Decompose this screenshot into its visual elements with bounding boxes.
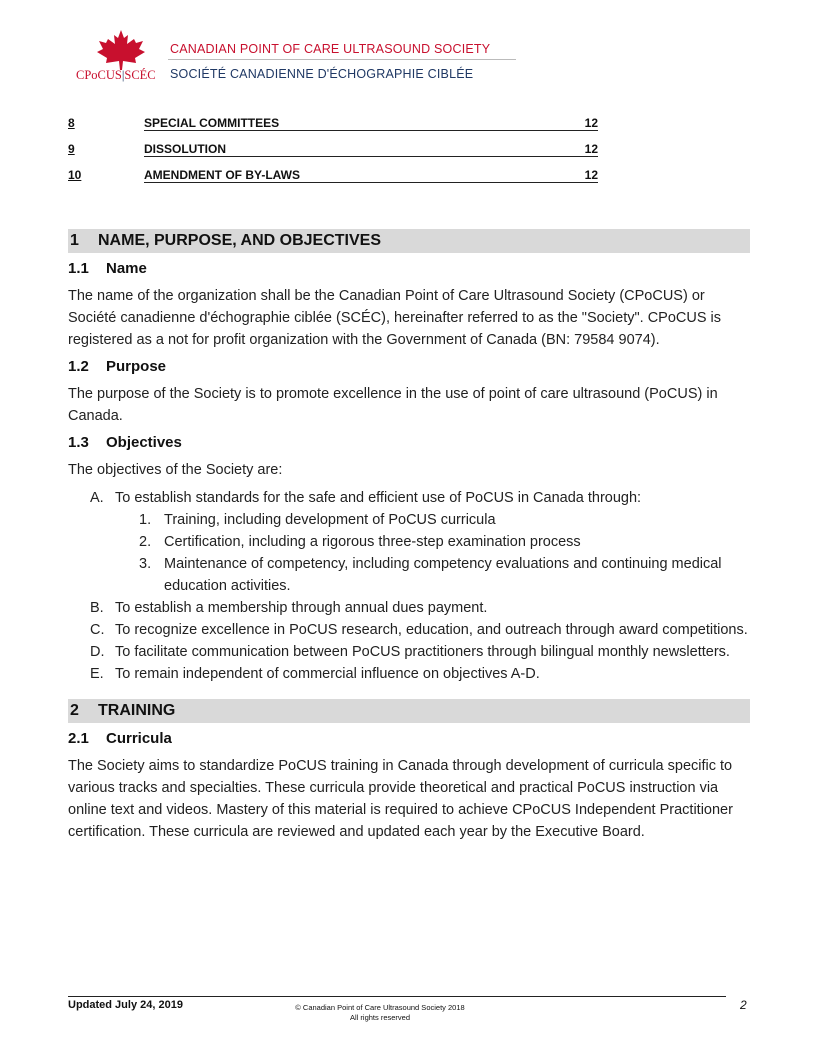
- curricula-paragraph: The Society aims to standardize PoCUS training in Canada through development of curricula specific to various tracks and specialties. These curricula provide theoretical and practical PoCUS instruction via online text and videos. Mastery of this material is required to achieve CPoCUS Independent Practitioner certification. These curricula are reviewed and updated each year by the Executive Board.: [68, 758, 733, 840]
- toc-leader-line: [144, 130, 598, 131]
- list-marker: 1.: [139, 512, 152, 528]
- list-marker: B.: [90, 600, 104, 616]
- footer-copyright: [250, 1003, 510, 1023]
- subsection-number: 2.1: [68, 730, 89, 747]
- subsection-title: Name: [106, 260, 147, 277]
- list-item-text: To recognize excellence in PoCUS research, education, and outreach through award competitions.: [115, 622, 748, 638]
- toc-title: AMENDMENT OF BY-LAWS: [144, 168, 300, 182]
- maple-leaf-logo: [76, 28, 166, 84]
- page-number: 2: [740, 998, 747, 1012]
- subsection-title: Objectives: [106, 434, 182, 451]
- section-heading-1: [68, 229, 750, 253]
- toc-page-number: 12: [584, 142, 598, 156]
- toc-title: SPECIAL COMMITTEES: [144, 116, 280, 130]
- section-number: 1: [70, 232, 79, 249]
- header-divider: [168, 59, 516, 60]
- section-heading-2: [68, 699, 750, 723]
- list-item: [68, 487, 750, 597]
- section-number: 2: [70, 702, 79, 719]
- logo-wordmark: [76, 68, 156, 83]
- copyright-text: © Canadian Point of Care Ultrasound Society 2018: [295, 1003, 465, 1012]
- subsection-title: Purpose: [106, 358, 167, 375]
- logo-text-cpocus: CPoCUS: [76, 68, 122, 82]
- objectives-sublist: [115, 509, 750, 597]
- rights-text: All rights reserved: [349, 1013, 411, 1022]
- sub-list-item: [115, 509, 750, 531]
- subsection-heading-curricula: [68, 729, 750, 749]
- sub-list-item: [115, 531, 750, 553]
- table-of-contents: [68, 114, 598, 192]
- toc-number: 9: [68, 142, 75, 156]
- subsection-heading-objectives: [68, 433, 750, 453]
- toc-page-number: 12: [584, 116, 598, 130]
- list-item-text: Maintenance of competency, including competency evaluations and continuing medical education activities.: [164, 556, 722, 594]
- document-body: [68, 229, 750, 849]
- list-item-text: To remain independent of commercial influence on objectives A-D.: [115, 666, 540, 682]
- list-item-text: Training, including development of PoCUS curricula: [164, 512, 496, 528]
- objectives-list: [68, 487, 750, 685]
- logo-text-scec: SCÉC: [124, 68, 156, 82]
- name-paragraph: The name of the organization shall be the Canadian Point of Care Ultrasound Society (CPoCUS) or Société canadienne d'échographie ciblée (SCÉC), hereinafter referred to as the "Society". CPoCUS is registered as a not for profit organization with the Government of Canada (BN: 79584 9074).: [68, 288, 722, 348]
- list-item: [68, 641, 750, 663]
- section-title: NAME, PURPOSE, AND OBJECTIVES: [98, 232, 382, 249]
- subsection-number: 1.3: [68, 434, 89, 451]
- list-item: [68, 619, 750, 641]
- section-title: TRAINING: [98, 702, 176, 719]
- footer-updated-date: Updated July 24, 2019: [68, 999, 183, 1011]
- logo-text-separator: |: [121, 68, 125, 82]
- toc-row[interactable]: [68, 140, 598, 166]
- toc-row[interactable]: [68, 166, 598, 192]
- toc-title: DISSOLUTION: [144, 142, 227, 156]
- list-item-text: To establish standards for the safe and efficient use of PoCUS in Canada through:: [115, 490, 642, 506]
- purpose-paragraph: The purpose of the Society is to promote excellence in the use of point of care ultrasound (PoCUS) in Canada.: [68, 386, 718, 424]
- toc-leader-line: [144, 156, 598, 157]
- sub-list-item: [115, 553, 750, 597]
- list-marker: E.: [90, 666, 104, 682]
- list-item-text: Certification, including a rigorous three-step examination process: [164, 534, 581, 550]
- page-header: [68, 26, 528, 86]
- footer-divider: [68, 996, 726, 997]
- list-marker: 2.: [139, 534, 152, 550]
- list-marker: D.: [90, 644, 105, 660]
- list-item-text: To establish a membership through annual dues payment.: [115, 600, 488, 616]
- subsection-heading-purpose: [68, 357, 750, 377]
- toc-number: 10: [68, 168, 82, 182]
- objectives-intro: The objectives of the Society are:: [68, 462, 283, 478]
- toc-number: 8: [68, 116, 75, 130]
- org-name-english: CANADIAN POINT OF CARE ULTRASOUND SOCIETY: [170, 42, 491, 56]
- toc-leader-line: [144, 182, 598, 183]
- maple-leaf-icon: [90, 28, 152, 72]
- list-item: [68, 663, 750, 685]
- list-marker: A.: [90, 490, 104, 506]
- subsection-number: 1.1: [68, 260, 89, 277]
- toc-row[interactable]: [68, 114, 598, 140]
- list-marker: 3.: [139, 556, 152, 572]
- subsection-number: 1.2: [68, 358, 89, 375]
- subsection-title: Curricula: [106, 730, 172, 747]
- org-name-french: SOCIÉTÉ CANADIENNE D'ÉCHOGRAPHIE CIBLÉE: [170, 67, 474, 81]
- list-item: [68, 597, 750, 619]
- list-marker: C.: [90, 622, 105, 638]
- subsection-heading-name: [68, 259, 750, 279]
- list-item-text: To facilitate communication between PoCUS practitioners through bilingual monthly newsletters.: [115, 644, 730, 660]
- toc-page-number: 12: [584, 168, 598, 182]
